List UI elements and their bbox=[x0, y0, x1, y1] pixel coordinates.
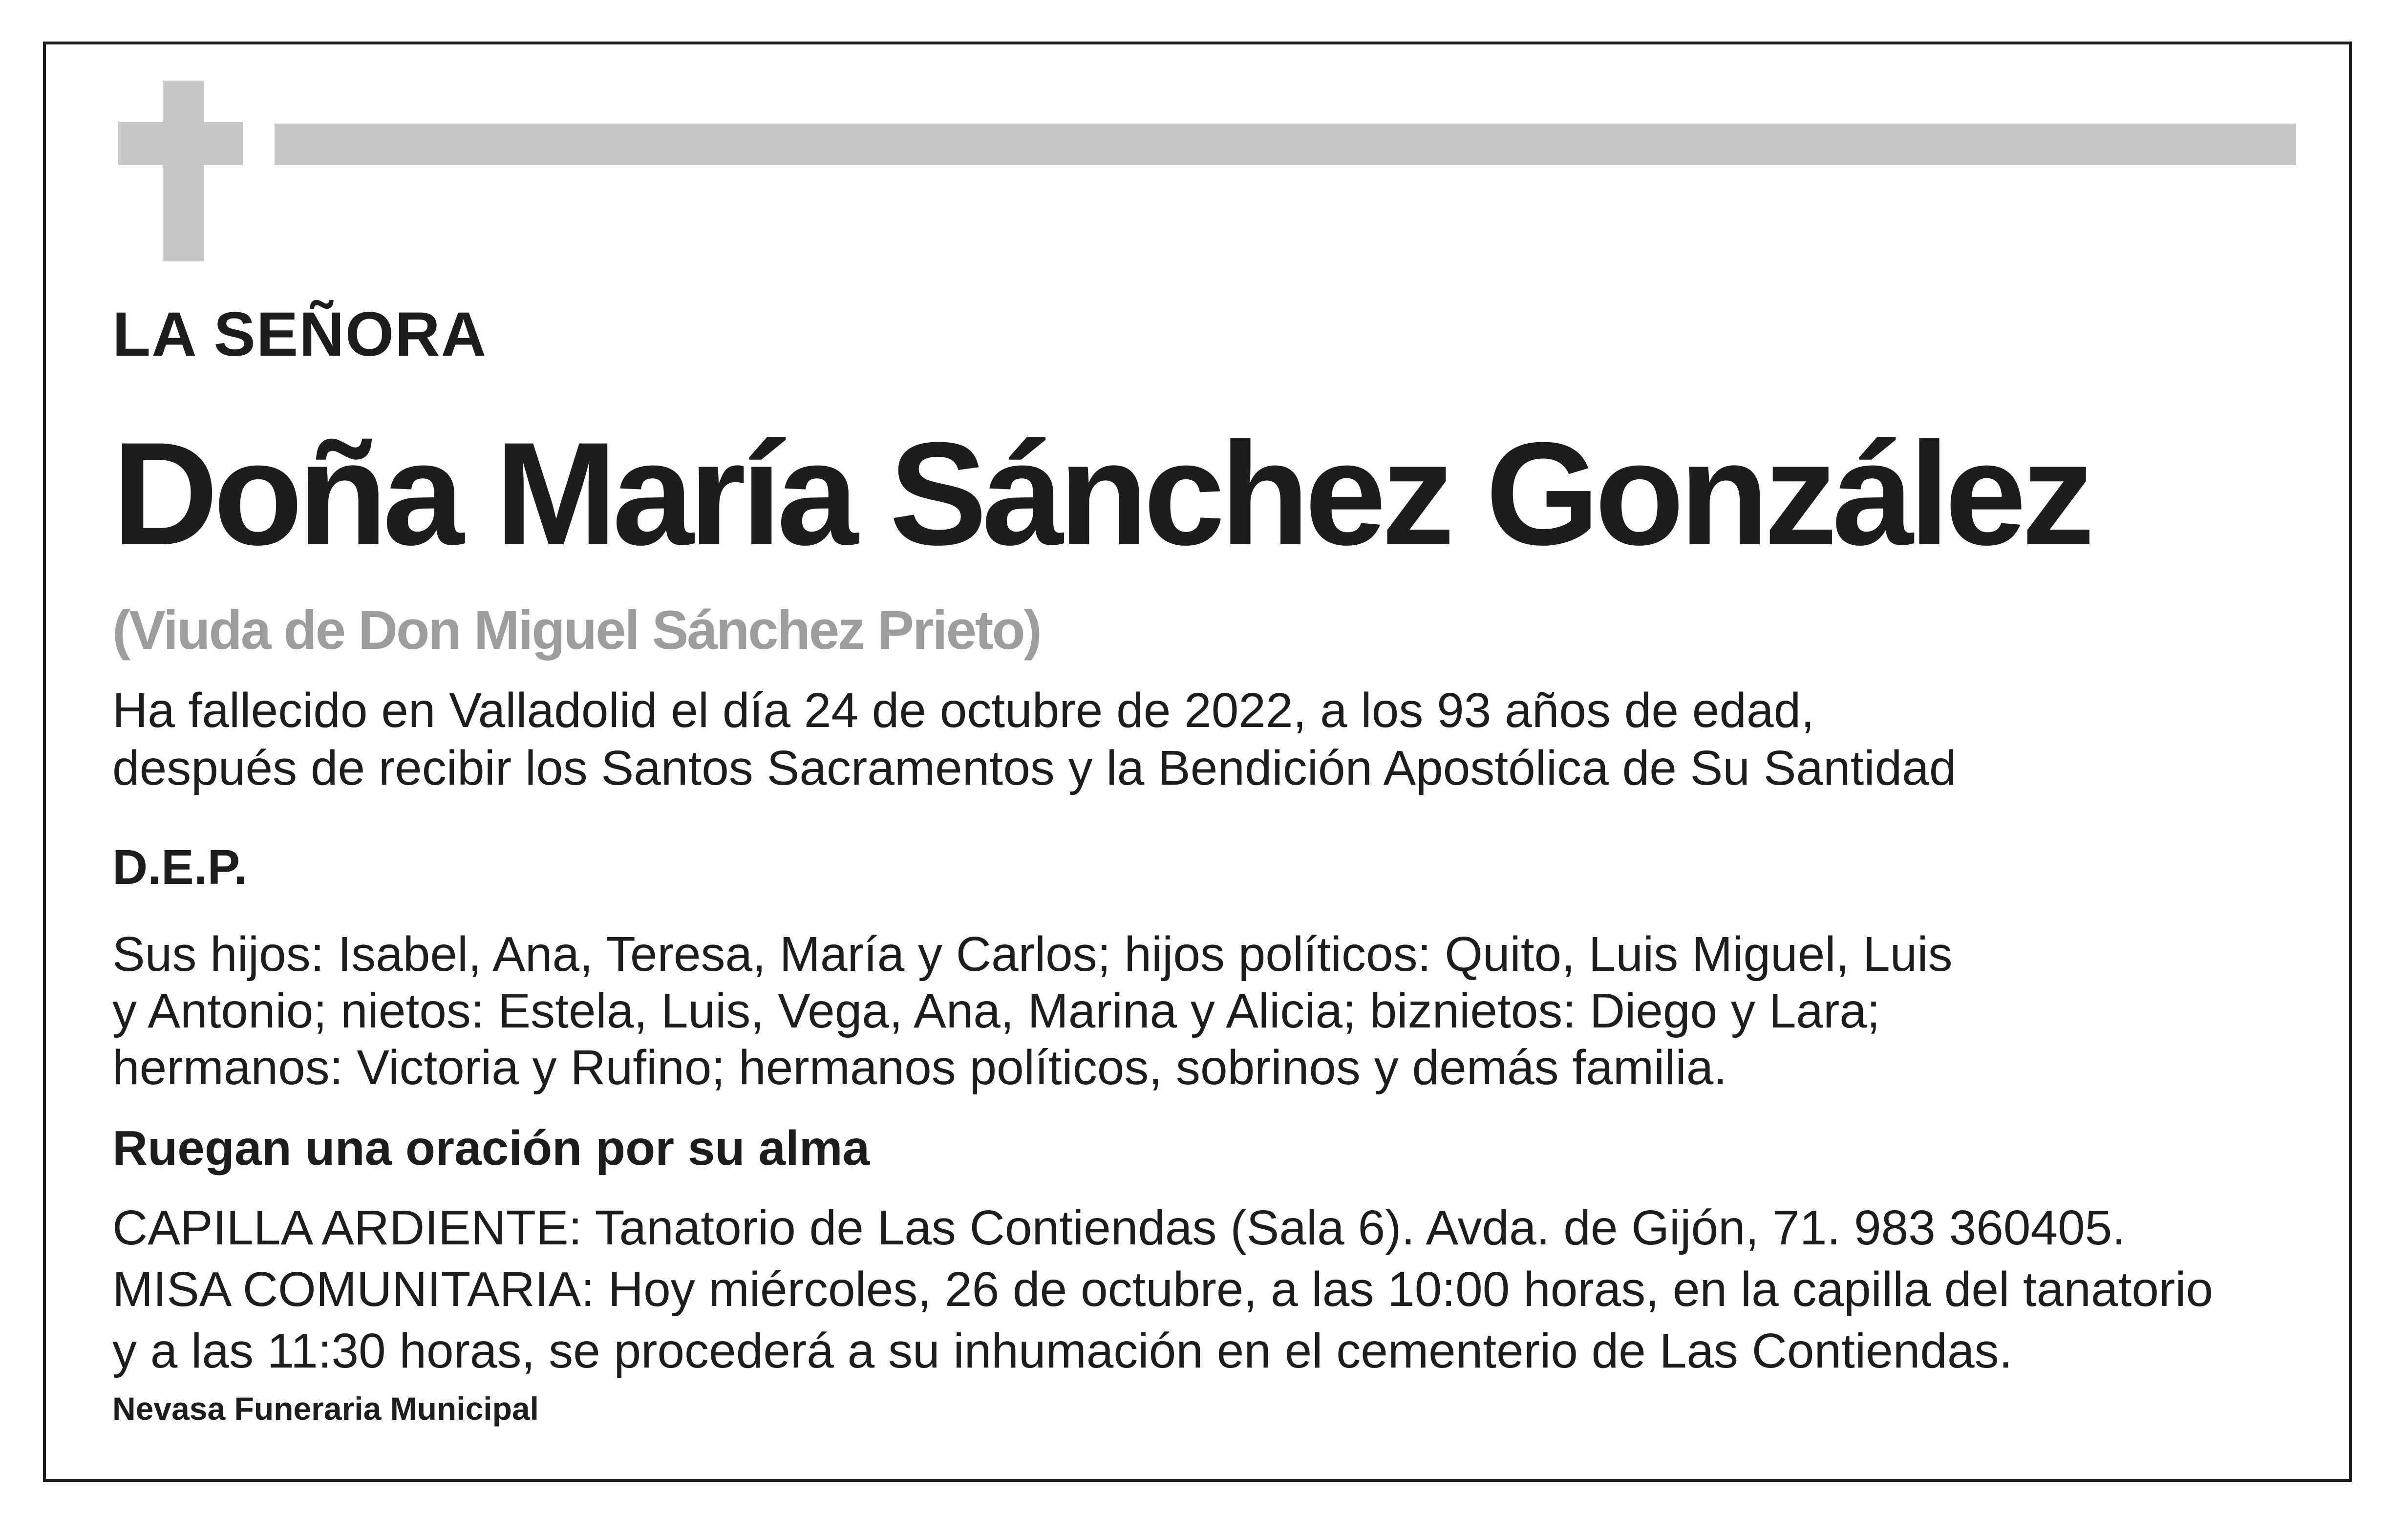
announcement-line: después de recibir los Santos Sacramentos y la Bendición Apostólica de Su Santidad bbox=[112, 741, 1957, 795]
prayer-request: Ruegan una oración por su alma bbox=[112, 1121, 870, 1176]
cross-vertical-beam bbox=[163, 81, 204, 261]
rest-in-peace: D.E.P. bbox=[112, 840, 248, 895]
family-line: hermanos: Victoria y Rufino; hermanos políticos, sobrinos y demás familia. bbox=[112, 1040, 1727, 1095]
details-line: y a las 11:30 horas, se procederá a su inhumación en el cementerio de Las Contiendas. bbox=[112, 1324, 2013, 1378]
details-line: CAPILLA ARDIENTE: Tanatorio de Las Contiendas (Sala 6). Avda. de Gijón, 71. 983 360405. bbox=[112, 1200, 2126, 1255]
funeral-home: Nevasa Funeraria Municipal bbox=[112, 1390, 539, 1427]
header-rule bbox=[275, 124, 2296, 165]
widow-of: (Viuda de Don Miguel Sánchez Prieto) bbox=[112, 599, 1041, 661]
death-announcement bbox=[112, 682, 1957, 797]
announcement-line: Ha fallecido en Valladolid el día 24 de octubre de 2022, a los 93 años de edad, bbox=[112, 683, 1815, 738]
deceased-name: Doña María Sánchez González bbox=[112, 411, 2090, 576]
family-line: y Antonio; nietos: Estela, Luis, Vega, Ana, Marina y Alicia; biznietos: Diego y Lara; bbox=[112, 984, 1880, 1038]
family-line: Sus hijos: Isabel, Ana, Teresa, María y Carlos; hijos políticos: Quito, Luis Miguel, Luis bbox=[112, 927, 1953, 982]
service-details bbox=[112, 1197, 2213, 1382]
honorific: LA SEÑORA bbox=[112, 299, 488, 369]
details-line: MISA COMUNITARIA: Hoy miércoles, 26 de octubre, a las 10:00 horas, en la capilla del tanatorio bbox=[112, 1262, 2214, 1317]
cross-horizontal-beam bbox=[118, 122, 243, 165]
family-list bbox=[112, 926, 1953, 1096]
